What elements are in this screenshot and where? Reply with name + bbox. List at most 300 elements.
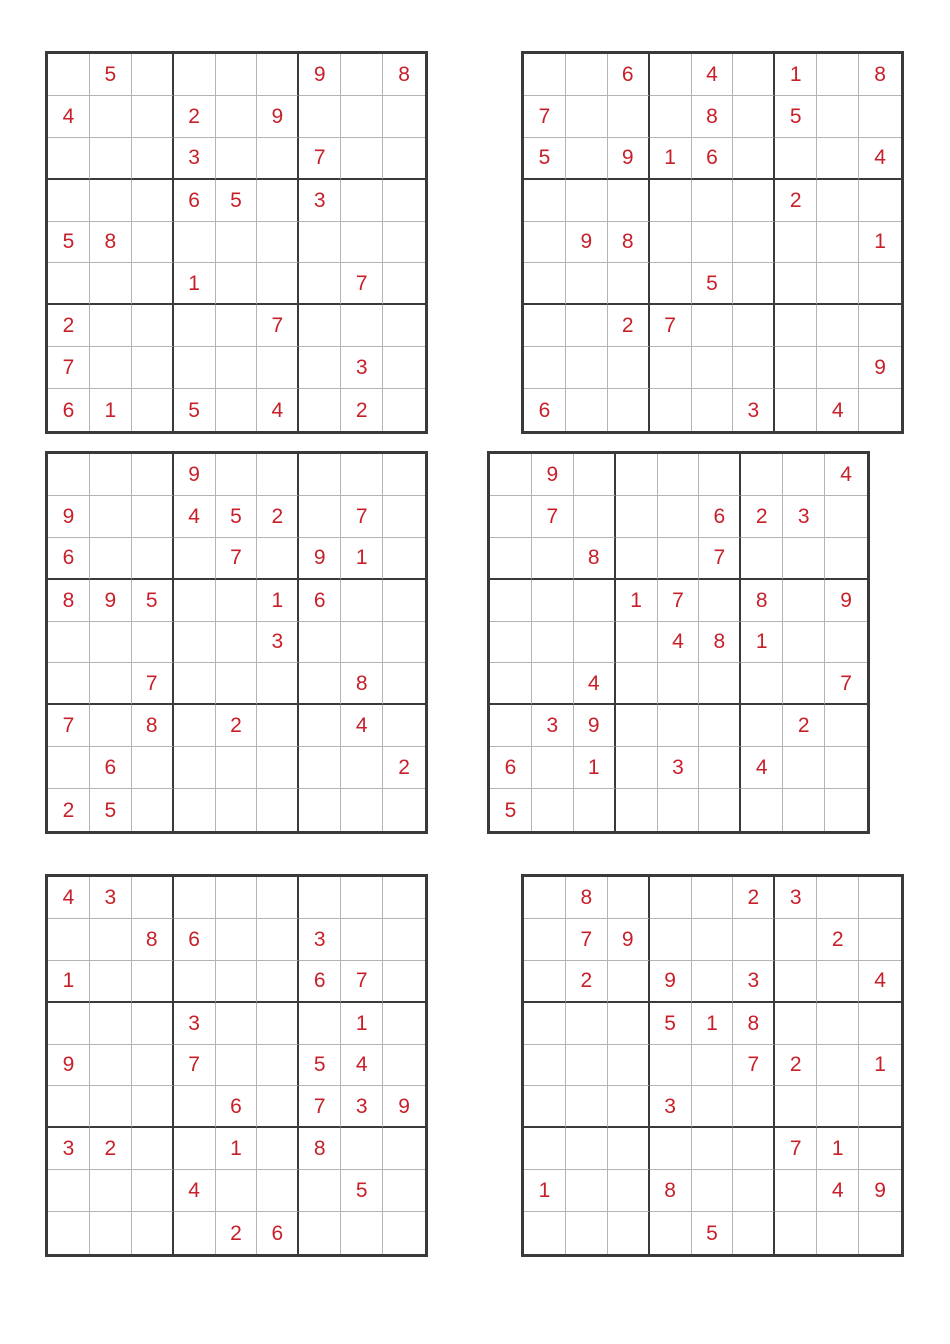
sudoku-cell[interactable]: 5 <box>692 263 734 305</box>
sudoku-cell[interactable] <box>566 1128 608 1170</box>
sudoku-cell[interactable] <box>650 222 692 264</box>
sudoku-cell[interactable] <box>216 347 258 389</box>
sudoku-cell[interactable] <box>257 54 299 96</box>
sudoku-cell[interactable] <box>48 138 90 180</box>
sudoku-cell[interactable] <box>341 747 383 789</box>
sudoku-cell[interactable] <box>132 1086 174 1128</box>
sudoku-cell[interactable] <box>216 877 258 919</box>
sudoku-cell[interactable] <box>658 663 700 705</box>
sudoku-cell[interactable] <box>48 1212 90 1254</box>
sudoku-cell[interactable] <box>216 663 258 705</box>
sudoku-cell[interactable] <box>524 877 566 919</box>
sudoku-cell[interactable]: 5 <box>341 1170 383 1212</box>
sudoku-cell[interactable] <box>132 1128 174 1170</box>
sudoku-cell[interactable] <box>383 222 425 264</box>
sudoku-cell[interactable] <box>299 622 341 664</box>
sudoku-cell[interactable]: 4 <box>817 389 859 431</box>
sudoku-cell[interactable] <box>775 1170 817 1212</box>
sudoku-cell[interactable] <box>490 496 532 538</box>
sudoku-cell[interactable]: 6 <box>174 919 216 961</box>
sudoku-cell[interactable] <box>817 1212 859 1254</box>
sudoku-cell[interactable]: 2 <box>783 705 825 747</box>
sudoku-cell[interactable] <box>174 305 216 347</box>
sudoku-cell[interactable]: 6 <box>48 389 90 431</box>
sudoku-cell[interactable] <box>817 1003 859 1045</box>
sudoku-cell[interactable]: 4 <box>692 54 734 96</box>
sudoku-cell[interactable] <box>299 1003 341 1045</box>
sudoku-cell[interactable] <box>216 54 258 96</box>
sudoku-cell[interactable] <box>775 389 817 431</box>
sudoku-cell[interactable]: 7 <box>775 1128 817 1170</box>
sudoku-cell[interactable] <box>817 1045 859 1087</box>
sudoku-cell[interactable] <box>132 1212 174 1254</box>
sudoku-cell[interactable] <box>90 180 132 222</box>
sudoku-cell[interactable]: 3 <box>90 877 132 919</box>
sudoku-cell[interactable] <box>692 1086 734 1128</box>
sudoku-cell[interactable] <box>825 789 867 831</box>
sudoku-cell[interactable] <box>216 305 258 347</box>
sudoku-cell[interactable] <box>733 96 775 138</box>
sudoku-cell[interactable] <box>733 919 775 961</box>
sudoku-cell[interactable] <box>692 919 734 961</box>
sudoku-cell[interactable]: 9 <box>383 1086 425 1128</box>
sudoku-cell[interactable]: 6 <box>216 1086 258 1128</box>
sudoku-cell[interactable] <box>733 305 775 347</box>
sudoku-cell[interactable]: 6 <box>48 538 90 580</box>
sudoku-cell[interactable] <box>383 919 425 961</box>
sudoku-cell[interactable] <box>299 1212 341 1254</box>
sudoku-cell[interactable]: 9 <box>859 1170 901 1212</box>
sudoku-cell[interactable] <box>733 1086 775 1128</box>
sudoku-cell[interactable] <box>299 1170 341 1212</box>
sudoku-cell[interactable] <box>90 705 132 747</box>
sudoku-cell[interactable] <box>692 347 734 389</box>
sudoku-cell[interactable] <box>817 222 859 264</box>
sudoku-cell[interactable] <box>524 1003 566 1045</box>
sudoku-cell[interactable]: 3 <box>174 1003 216 1045</box>
sudoku-cell[interactable]: 8 <box>48 580 90 622</box>
sudoku-cell[interactable] <box>616 454 658 496</box>
sudoku-cell[interactable] <box>48 263 90 305</box>
sudoku-cell[interactable]: 2 <box>608 305 650 347</box>
sudoku-cell[interactable]: 1 <box>817 1128 859 1170</box>
sudoku-cell[interactable]: 3 <box>650 1086 692 1128</box>
sudoku-cell[interactable] <box>90 347 132 389</box>
sudoku-cell[interactable] <box>532 789 574 831</box>
sudoku-cell[interactable]: 9 <box>608 138 650 180</box>
sudoku-cell[interactable]: 8 <box>741 580 783 622</box>
sudoku-cell[interactable] <box>383 1212 425 1254</box>
sudoku-cell[interactable] <box>90 1045 132 1087</box>
sudoku-cell[interactable] <box>257 538 299 580</box>
sudoku-cell[interactable] <box>608 263 650 305</box>
sudoku-cell[interactable] <box>532 747 574 789</box>
sudoku-cell[interactable] <box>825 538 867 580</box>
sudoku-cell[interactable] <box>341 180 383 222</box>
sudoku-cell[interactable]: 7 <box>699 538 741 580</box>
sudoku-cell[interactable] <box>658 538 700 580</box>
sudoku-cell[interactable]: 7 <box>257 305 299 347</box>
sudoku-cell[interactable] <box>532 663 574 705</box>
sudoku-cell[interactable]: 4 <box>174 1170 216 1212</box>
sudoku-cell[interactable]: 8 <box>859 54 901 96</box>
sudoku-cell[interactable] <box>383 663 425 705</box>
sudoku-cell[interactable]: 2 <box>817 919 859 961</box>
sudoku-cell[interactable] <box>132 1045 174 1087</box>
sudoku-cell[interactable] <box>524 1128 566 1170</box>
sudoku-cell[interactable]: 3 <box>783 496 825 538</box>
sudoku-cell[interactable] <box>132 180 174 222</box>
sudoku-cell[interactable] <box>650 96 692 138</box>
sudoku-cell[interactable] <box>608 1003 650 1045</box>
sudoku-cell[interactable] <box>699 789 741 831</box>
sudoku-cell[interactable]: 2 <box>257 496 299 538</box>
sudoku-cell[interactable]: 5 <box>692 1212 734 1254</box>
sudoku-cell[interactable]: 3 <box>733 961 775 1003</box>
sudoku-cell[interactable] <box>658 789 700 831</box>
sudoku-cell[interactable]: 2 <box>733 877 775 919</box>
sudoku-cell[interactable] <box>299 663 341 705</box>
sudoku-cell[interactable] <box>90 496 132 538</box>
sudoku-cell[interactable]: 5 <box>299 1045 341 1087</box>
sudoku-cell[interactable] <box>783 622 825 664</box>
sudoku-cell[interactable] <box>574 789 616 831</box>
sudoku-cell[interactable] <box>299 347 341 389</box>
sudoku-cell[interactable] <box>90 305 132 347</box>
sudoku-cell[interactable] <box>658 496 700 538</box>
sudoku-cell[interactable] <box>383 1170 425 1212</box>
sudoku-cell[interactable] <box>48 919 90 961</box>
sudoku-cell[interactable] <box>257 180 299 222</box>
sudoku-cell[interactable]: 9 <box>90 580 132 622</box>
sudoku-cell[interactable] <box>608 961 650 1003</box>
sudoku-cell[interactable] <box>650 263 692 305</box>
sudoku-cell[interactable] <box>90 622 132 664</box>
sudoku-cell[interactable] <box>650 54 692 96</box>
sudoku-cell[interactable] <box>859 1086 901 1128</box>
sudoku-cell[interactable]: 9 <box>859 347 901 389</box>
sudoku-cell[interactable] <box>566 263 608 305</box>
sudoku-cell[interactable] <box>257 1170 299 1212</box>
sudoku-cell[interactable] <box>383 454 425 496</box>
sudoku-cell[interactable] <box>383 961 425 1003</box>
sudoku-cell[interactable]: 6 <box>699 496 741 538</box>
sudoku-cell[interactable]: 1 <box>524 1170 566 1212</box>
sudoku-cell[interactable]: 8 <box>383 54 425 96</box>
sudoku-cell[interactable] <box>216 138 258 180</box>
sudoku-cell[interactable] <box>608 1128 650 1170</box>
sudoku-cell[interactable] <box>574 580 616 622</box>
sudoku-cell[interactable] <box>216 747 258 789</box>
sudoku-cell[interactable]: 6 <box>524 389 566 431</box>
sudoku-cell[interactable]: 5 <box>90 54 132 96</box>
sudoku-cell[interactable] <box>174 222 216 264</box>
sudoku-cell[interactable]: 9 <box>299 538 341 580</box>
sudoku-cell[interactable]: 1 <box>859 1045 901 1087</box>
sudoku-cell[interactable] <box>299 96 341 138</box>
sudoku-cell[interactable] <box>733 347 775 389</box>
sudoku-cell[interactable] <box>48 622 90 664</box>
sudoku-cell[interactable] <box>48 454 90 496</box>
sudoku-cell[interactable]: 7 <box>174 1045 216 1087</box>
sudoku-cell[interactable]: 3 <box>48 1128 90 1170</box>
sudoku-cell[interactable] <box>341 454 383 496</box>
sudoku-cell[interactable]: 1 <box>650 138 692 180</box>
sudoku-cell[interactable] <box>650 1045 692 1087</box>
sudoku-cell[interactable] <box>524 222 566 264</box>
sudoku-cell[interactable] <box>299 263 341 305</box>
sudoku-cell[interactable]: 9 <box>174 454 216 496</box>
sudoku-cell[interactable]: 1 <box>775 54 817 96</box>
sudoku-cell[interactable] <box>174 622 216 664</box>
sudoku-cell[interactable]: 1 <box>257 580 299 622</box>
sudoku-cell[interactable] <box>257 1045 299 1087</box>
sudoku-cell[interactable]: 7 <box>532 496 574 538</box>
sudoku-cell[interactable]: 7 <box>658 580 700 622</box>
sudoku-cell[interactable] <box>48 1003 90 1045</box>
sudoku-cell[interactable] <box>257 263 299 305</box>
sudoku-cell[interactable] <box>699 580 741 622</box>
sudoku-cell[interactable] <box>490 538 532 580</box>
sudoku-cell[interactable] <box>616 622 658 664</box>
sudoku-cell[interactable] <box>48 54 90 96</box>
sudoku-cell[interactable]: 8 <box>608 222 650 264</box>
sudoku-cell[interactable]: 1 <box>216 1128 258 1170</box>
sudoku-cell[interactable] <box>383 263 425 305</box>
sudoku-cell[interactable] <box>859 305 901 347</box>
sudoku-cell[interactable] <box>692 180 734 222</box>
sudoku-cell[interactable]: 8 <box>699 622 741 664</box>
sudoku-cell[interactable] <box>859 1128 901 1170</box>
sudoku-cell[interactable] <box>216 1170 258 1212</box>
sudoku-cell[interactable] <box>132 454 174 496</box>
sudoku-cell[interactable]: 3 <box>257 622 299 664</box>
sudoku-cell[interactable] <box>257 347 299 389</box>
sudoku-cell[interactable] <box>817 96 859 138</box>
sudoku-cell[interactable] <box>775 347 817 389</box>
sudoku-cell[interactable] <box>132 96 174 138</box>
sudoku-cell[interactable] <box>658 454 700 496</box>
sudoku-cell[interactable] <box>257 663 299 705</box>
sudoku-cell[interactable] <box>566 96 608 138</box>
sudoku-cell[interactable] <box>383 305 425 347</box>
sudoku-cell[interactable] <box>650 877 692 919</box>
sudoku-cell[interactable] <box>383 96 425 138</box>
sudoku-cell[interactable] <box>733 54 775 96</box>
sudoku-cell[interactable]: 4 <box>48 96 90 138</box>
sudoku-cell[interactable] <box>174 663 216 705</box>
sudoku-cell[interactable] <box>216 919 258 961</box>
sudoku-cell[interactable] <box>692 961 734 1003</box>
sudoku-cell[interactable] <box>132 263 174 305</box>
sudoku-cell[interactable]: 3 <box>733 389 775 431</box>
sudoku-cell[interactable] <box>299 222 341 264</box>
sudoku-cell[interactable] <box>383 138 425 180</box>
sudoku-cell[interactable] <box>650 347 692 389</box>
sudoku-cell[interactable] <box>699 747 741 789</box>
sudoku-cell[interactable] <box>216 454 258 496</box>
sudoku-cell[interactable] <box>859 180 901 222</box>
sudoku-cell[interactable] <box>692 389 734 431</box>
sudoku-cell[interactable] <box>616 789 658 831</box>
sudoku-cell[interactable] <box>132 305 174 347</box>
sudoku-cell[interactable]: 8 <box>299 1128 341 1170</box>
sudoku-cell[interactable] <box>692 222 734 264</box>
sudoku-cell[interactable] <box>566 305 608 347</box>
sudoku-cell[interactable] <box>741 789 783 831</box>
sudoku-cell[interactable]: 3 <box>775 877 817 919</box>
sudoku-cell[interactable]: 4 <box>174 496 216 538</box>
sudoku-cell[interactable] <box>733 1212 775 1254</box>
sudoku-cell[interactable] <box>817 54 859 96</box>
sudoku-cell[interactable] <box>174 747 216 789</box>
sudoku-cell[interactable] <box>299 747 341 789</box>
sudoku-cell[interactable]: 2 <box>48 305 90 347</box>
sudoku-cell[interactable] <box>859 96 901 138</box>
sudoku-cell[interactable]: 7 <box>216 538 258 580</box>
sudoku-cell[interactable] <box>566 138 608 180</box>
sudoku-cell[interactable] <box>574 496 616 538</box>
sudoku-cell[interactable] <box>733 222 775 264</box>
sudoku-cell[interactable] <box>566 347 608 389</box>
sudoku-cell[interactable] <box>741 454 783 496</box>
sudoku-cell[interactable]: 4 <box>859 138 901 180</box>
sudoku-cell[interactable] <box>608 347 650 389</box>
sudoku-cell[interactable] <box>383 1128 425 1170</box>
sudoku-cell[interactable]: 4 <box>257 389 299 431</box>
sudoku-cell[interactable] <box>859 1212 901 1254</box>
sudoku-cell[interactable] <box>383 180 425 222</box>
sudoku-cell[interactable] <box>490 580 532 622</box>
sudoku-cell[interactable] <box>574 454 616 496</box>
sudoku-cell[interactable] <box>341 622 383 664</box>
sudoku-cell[interactable] <box>383 877 425 919</box>
sudoku-cell[interactable] <box>174 538 216 580</box>
sudoku-cell[interactable] <box>257 1003 299 1045</box>
sudoku-cell[interactable] <box>216 622 258 664</box>
sudoku-cell[interactable]: 7 <box>48 705 90 747</box>
sudoku-cell[interactable] <box>699 705 741 747</box>
sudoku-cell[interactable]: 7 <box>650 305 692 347</box>
sudoku-cell[interactable]: 9 <box>650 961 692 1003</box>
sudoku-cell[interactable] <box>174 789 216 831</box>
sudoku-cell[interactable]: 1 <box>692 1003 734 1045</box>
sudoku-cell[interactable] <box>490 705 532 747</box>
sudoku-cell[interactable]: 8 <box>132 705 174 747</box>
sudoku-cell[interactable] <box>174 961 216 1003</box>
sudoku-cell[interactable] <box>299 389 341 431</box>
sudoku-cell[interactable] <box>383 622 425 664</box>
sudoku-cell[interactable] <box>90 538 132 580</box>
sudoku-cell[interactable]: 7 <box>299 1086 341 1128</box>
sudoku-cell[interactable] <box>383 347 425 389</box>
sudoku-cell[interactable] <box>90 263 132 305</box>
sudoku-cell[interactable] <box>48 1170 90 1212</box>
sudoku-cell[interactable]: 2 <box>775 1045 817 1087</box>
sudoku-cell[interactable] <box>299 705 341 747</box>
sudoku-cell[interactable] <box>216 789 258 831</box>
sudoku-cell[interactable] <box>299 877 341 919</box>
sudoku-cell[interactable] <box>524 347 566 389</box>
sudoku-cell[interactable] <box>132 138 174 180</box>
sudoku-cell[interactable]: 2 <box>741 496 783 538</box>
sudoku-cell[interactable] <box>132 1170 174 1212</box>
sudoku-cell[interactable] <box>341 1212 383 1254</box>
sudoku-cell[interactable] <box>741 663 783 705</box>
sudoku-cell[interactable] <box>574 622 616 664</box>
sudoku-cell[interactable] <box>859 877 901 919</box>
sudoku-cell[interactable] <box>48 747 90 789</box>
sudoku-cell[interactable] <box>608 1086 650 1128</box>
sudoku-cell[interactable]: 7 <box>48 347 90 389</box>
sudoku-cell[interactable] <box>257 138 299 180</box>
sudoku-cell[interactable]: 5 <box>48 222 90 264</box>
sudoku-cell[interactable]: 7 <box>341 961 383 1003</box>
sudoku-cell[interactable] <box>692 1170 734 1212</box>
sudoku-cell[interactable] <box>299 789 341 831</box>
sudoku-cell[interactable] <box>174 877 216 919</box>
sudoku-cell[interactable] <box>650 180 692 222</box>
sudoku-cell[interactable]: 6 <box>299 961 341 1003</box>
sudoku-cell[interactable] <box>783 747 825 789</box>
sudoku-cell[interactable] <box>341 919 383 961</box>
sudoku-cell[interactable] <box>817 1086 859 1128</box>
sudoku-cell[interactable] <box>490 454 532 496</box>
sudoku-cell[interactable] <box>299 454 341 496</box>
sudoku-cell[interactable] <box>733 180 775 222</box>
sudoku-cell[interactable] <box>90 919 132 961</box>
sudoku-cell[interactable] <box>524 305 566 347</box>
sudoku-cell[interactable] <box>650 1128 692 1170</box>
sudoku-cell[interactable]: 5 <box>775 96 817 138</box>
sudoku-cell[interactable]: 8 <box>132 919 174 961</box>
sudoku-cell[interactable]: 5 <box>90 789 132 831</box>
sudoku-cell[interactable]: 8 <box>650 1170 692 1212</box>
sudoku-cell[interactable] <box>825 622 867 664</box>
sudoku-cell[interactable] <box>90 1086 132 1128</box>
sudoku-cell[interactable]: 3 <box>532 705 574 747</box>
sudoku-cell[interactable] <box>90 138 132 180</box>
sudoku-cell[interactable]: 1 <box>616 580 658 622</box>
sudoku-cell[interactable] <box>566 1003 608 1045</box>
sudoku-cell[interactable] <box>859 263 901 305</box>
sudoku-cell[interactable]: 3 <box>341 1086 383 1128</box>
sudoku-cell[interactable] <box>775 305 817 347</box>
sudoku-cell[interactable] <box>216 263 258 305</box>
sudoku-cell[interactable] <box>783 454 825 496</box>
sudoku-cell[interactable]: 1 <box>341 538 383 580</box>
sudoku-cell[interactable] <box>132 347 174 389</box>
sudoku-cell[interactable] <box>733 1170 775 1212</box>
sudoku-cell[interactable]: 8 <box>574 538 616 580</box>
sudoku-cell[interactable]: 9 <box>532 454 574 496</box>
sudoku-cell[interactable]: 3 <box>658 747 700 789</box>
sudoku-cell[interactable] <box>524 1212 566 1254</box>
sudoku-cell[interactable] <box>783 580 825 622</box>
sudoku-cell[interactable] <box>825 747 867 789</box>
sudoku-cell[interactable] <box>257 789 299 831</box>
sudoku-cell[interactable]: 4 <box>341 705 383 747</box>
sudoku-cell[interactable]: 7 <box>524 96 566 138</box>
sudoku-cell[interactable]: 5 <box>216 496 258 538</box>
sudoku-cell[interactable] <box>383 389 425 431</box>
sudoku-cell[interactable]: 2 <box>216 1212 258 1254</box>
sudoku-cell[interactable] <box>90 1170 132 1212</box>
sudoku-cell[interactable] <box>257 961 299 1003</box>
sudoku-cell[interactable] <box>341 96 383 138</box>
sudoku-cell[interactable]: 6 <box>692 138 734 180</box>
sudoku-cell[interactable]: 3 <box>341 347 383 389</box>
